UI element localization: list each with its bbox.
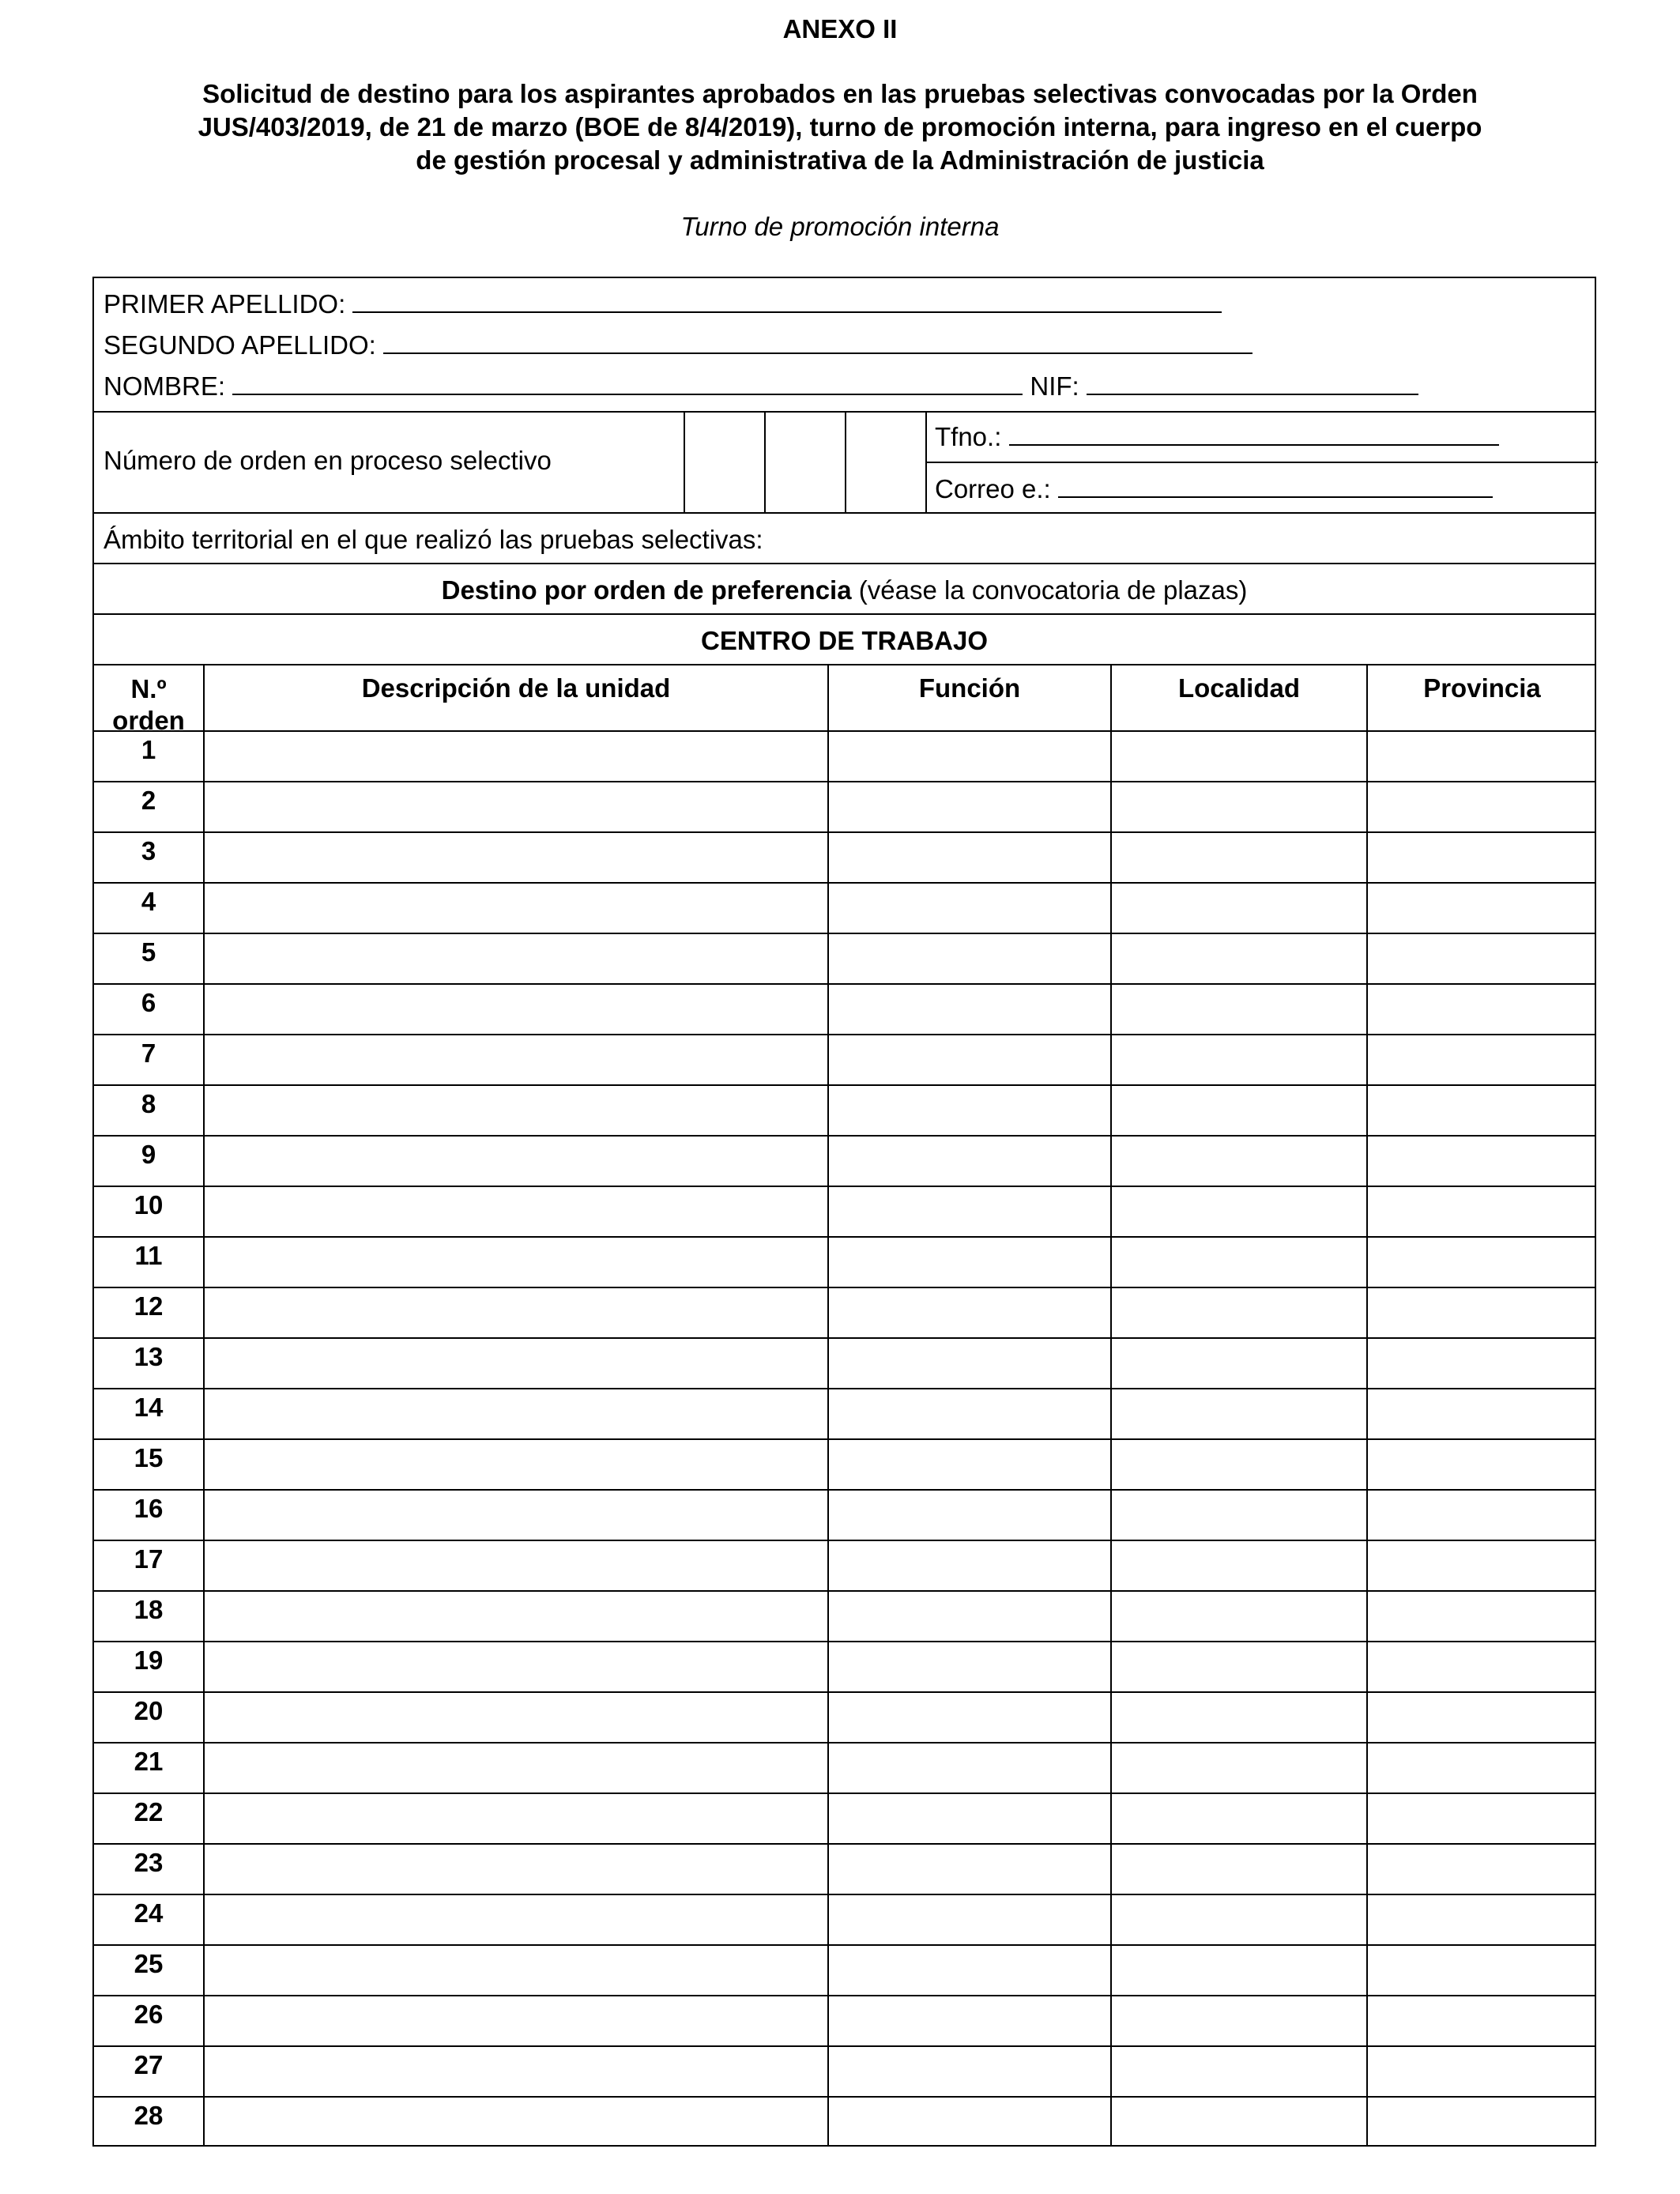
application-form [92,277,1596,2147]
descripcion-cell[interactable] [205,1642,827,1691]
primer-apellido-row [104,288,1222,319]
localidad-cell[interactable] [1112,884,1366,933]
descripcion-cell[interactable] [205,1187,827,1236]
provincia-cell[interactable] [1368,1744,1596,1793]
nif-field[interactable] [1087,370,1418,395]
funcion-cell[interactable] [829,1137,1110,1186]
provincia-cell[interactable] [1368,1592,1596,1641]
localidad-cell[interactable] [1112,2098,1366,2147]
provincia-cell[interactable] [1368,1946,1596,1995]
row-number: 16 [134,1494,164,1523]
localidad-cell[interactable] [1112,1440,1366,1489]
destino-heading-bold: Destino por orden de preferencia [441,575,852,605]
row-number: 15 [134,1443,164,1472]
row-number: 21 [134,1747,164,1776]
row-number: 26 [134,2000,164,2029]
funcion-cell[interactable] [829,782,1110,831]
descripcion-cell[interactable] [205,1744,827,1793]
column-header-localidad: Localidad [1177,673,1301,703]
descripcion-cell[interactable] [205,1288,827,1337]
nif-label: NIF: [1030,371,1079,401]
provincia-cell[interactable] [1368,1845,1596,1894]
descripcion-cell[interactable] [205,1238,827,1287]
provincia-cell[interactable] [1368,2098,1596,2147]
row-number: 4 [141,887,156,916]
localidad-cell[interactable] [1112,732,1366,781]
funcion-cell[interactable] [829,1238,1110,1287]
descripcion-cell[interactable] [205,934,827,983]
provincia-cell[interactable] [1368,1035,1596,1084]
ambito-label: Ámbito territorial en el que realizó las pruebas selectivas: [104,525,763,554]
segundo-apellido-field[interactable] [383,329,1252,354]
row-number: 12 [134,1291,164,1321]
provincia-cell[interactable] [1368,1137,1596,1186]
descripcion-cell[interactable] [205,2098,827,2147]
descripcion-cell[interactable] [205,1693,827,1742]
provincia-cell[interactable] [1368,732,1596,781]
funcion-cell[interactable] [829,1996,1110,2045]
row-number: 24 [134,1898,164,1928]
funcion-cell[interactable] [829,1389,1110,1438]
document-heading [79,77,1601,177]
localidad-cell[interactable] [1112,2047,1366,2096]
localidad-cell[interactable] [1112,1946,1366,1995]
order-digit-box-3[interactable] [846,413,924,511]
funcion-cell[interactable] [829,1693,1110,1742]
funcion-cell[interactable] [829,985,1110,1034]
descripcion-cell[interactable] [205,1440,827,1489]
descripcion-cell[interactable] [205,1946,827,1995]
row-number: 17 [134,1544,164,1574]
order-digit-box-1[interactable] [685,413,763,511]
row-number: 25 [134,1949,164,1978]
provincia-cell[interactable] [1368,1541,1596,1590]
divider [94,512,1595,514]
descripcion-cell[interactable] [205,1541,827,1590]
funcion-cell[interactable] [829,1339,1110,1388]
funcion-cell[interactable] [829,1895,1110,1944]
funcion-cell[interactable] [829,884,1110,933]
provincia-cell[interactable] [1368,1895,1596,1944]
correo-row [935,473,1493,504]
localidad-cell[interactable] [1112,833,1366,882]
descripcion-cell[interactable] [205,1086,827,1135]
descripcion-cell[interactable] [205,833,827,882]
row-number: 23 [134,1848,164,1877]
destino-heading-note: (véase la convocatoria de plazas) [851,575,1248,605]
descripcion-cell[interactable] [205,1491,827,1540]
descripcion-cell[interactable] [205,884,827,933]
order-digit-box-2[interactable] [766,413,843,511]
correo-field[interactable] [1058,473,1493,498]
primer-apellido-field[interactable] [352,288,1222,313]
tfno-field[interactable] [1009,420,1499,446]
row-number: 28 [134,2101,164,2130]
divider [94,664,1595,665]
divider [925,462,1598,463]
provincia-cell[interactable] [1368,934,1596,983]
localidad-cell[interactable] [1112,1389,1366,1438]
localidad-cell[interactable] [1112,1187,1366,1236]
row-number: 10 [134,1190,164,1220]
descripcion-cell[interactable] [205,1035,827,1084]
funcion-cell[interactable] [829,1187,1110,1236]
localidad-cell[interactable] [1112,1693,1366,1742]
row-number: 8 [141,1089,156,1118]
primer-apellido-label: PRIMER APELLIDO: [104,289,346,319]
column-header-funcion: Función [918,673,1021,703]
funcion-cell[interactable] [829,1642,1110,1691]
localidad-cell[interactable] [1112,1895,1366,1944]
descripcion-cell[interactable] [205,1794,827,1843]
segundo-apellido-row [104,329,1252,360]
heading-line-3: de gestión procesal y administrativa de la Administración de justicia [416,145,1264,175]
provincia-cell[interactable] [1368,985,1596,1034]
row-number: 1 [141,735,156,764]
provincia-cell[interactable] [1368,1440,1596,1489]
funcion-cell[interactable] [829,1845,1110,1894]
provincia-cell[interactable] [1368,1491,1596,1540]
tfno-row [935,420,1499,452]
subtitle: Turno de promoción interna [680,212,1000,241]
row-number: 3 [141,836,156,865]
row-number: 7 [141,1039,156,1068]
provincia-cell[interactable] [1368,1996,1596,2045]
localidad-cell[interactable] [1112,1541,1366,1590]
provincia-cell[interactable] [1368,782,1596,831]
localidad-cell[interactable] [1112,1592,1366,1641]
centro-trabajo-heading: CENTRO DE TRABAJO [700,626,989,655]
divider [94,563,1595,564]
funcion-cell[interactable] [829,1744,1110,1793]
funcion-cell[interactable] [829,1541,1110,1590]
localidad-cell[interactable] [1112,1238,1366,1287]
row-number: 19 [134,1646,164,1675]
row-number: 22 [134,1797,164,1826]
row-number: 5 [141,937,156,967]
funcion-cell[interactable] [829,934,1110,983]
provincia-cell[interactable] [1368,1642,1596,1691]
localidad-cell[interactable] [1112,1642,1366,1691]
provincia-cell[interactable] [1368,1238,1596,1287]
provincia-cell[interactable] [1368,1794,1596,1843]
localidad-cell[interactable] [1112,1491,1366,1540]
localidad-cell[interactable] [1112,1137,1366,1186]
provincia-cell[interactable] [1368,1693,1596,1742]
annex-title: ANEXO II [782,14,898,43]
descripcion-cell[interactable] [205,2047,827,2096]
provincia-cell[interactable] [1368,833,1596,882]
funcion-cell[interactable] [829,1794,1110,1843]
nombre-label: NOMBRE: [104,371,226,401]
funcion-cell[interactable] [829,1946,1110,1995]
localidad-cell[interactable] [1112,1845,1366,1894]
localidad-cell[interactable] [1112,1339,1366,1388]
localidad-cell[interactable] [1112,934,1366,983]
provincia-cell[interactable] [1368,884,1596,933]
localidad-cell[interactable] [1112,1288,1366,1337]
descripcion-cell[interactable] [205,1592,827,1641]
funcion-cell[interactable] [829,2047,1110,2096]
funcion-cell[interactable] [829,1592,1110,1641]
funcion-cell[interactable] [829,1086,1110,1135]
funcion-cell[interactable] [829,1491,1110,1540]
descripcion-cell[interactable] [205,1389,827,1438]
funcion-cell[interactable] [829,2098,1110,2147]
row-number: 14 [134,1393,164,1422]
tfno-label: Tfno.: [935,422,1002,451]
numero-orden-label: Número de orden en proceso selectivo [104,446,552,475]
funcion-cell[interactable] [829,1288,1110,1337]
funcion-cell[interactable] [829,1440,1110,1489]
descripcion-cell[interactable] [205,985,827,1034]
localidad-cell[interactable] [1112,1744,1366,1793]
segundo-apellido-label: SEGUNDO APELLIDO: [104,330,376,360]
destino-heading [94,575,1595,605]
localidad-cell[interactable] [1112,1086,1366,1135]
provincia-cell[interactable] [1368,1086,1596,1135]
column-header-descripcion: Descripción de la unidad [361,673,671,703]
row-number: 11 [134,1241,163,1270]
nombre-field[interactable] [232,370,1023,395]
provincia-cell[interactable] [1368,1187,1596,1236]
descripcion-cell[interactable] [205,1137,827,1186]
correo-label: Correo e.: [935,474,1051,503]
funcion-cell[interactable] [829,1035,1110,1084]
descripcion-cell[interactable] [205,1996,827,2045]
row-number: 18 [134,1595,164,1624]
descripcion-cell[interactable] [205,1339,827,1388]
row-number: 2 [141,786,156,815]
provincia-cell[interactable] [1368,2047,1596,2096]
column-header-orden: N.º orden [112,674,185,735]
funcion-cell[interactable] [829,833,1110,882]
funcion-cell[interactable] [829,732,1110,781]
divider [94,613,1595,615]
localidad-cell[interactable] [1112,1035,1366,1084]
provincia-cell[interactable] [1368,1339,1596,1388]
localidad-cell[interactable] [1112,985,1366,1034]
descripcion-cell[interactable] [205,782,827,831]
descripcion-cell[interactable] [205,732,827,781]
localidad-cell[interactable] [1112,782,1366,831]
localidad-cell[interactable] [1112,1996,1366,2045]
row-number: 6 [141,988,156,1017]
provincia-cell[interactable] [1368,1288,1596,1337]
row-number: 13 [134,1342,164,1371]
row-number: 27 [134,2050,164,2079]
nombre-row [104,370,1418,401]
heading-line-1: Solicitud de destino para los aspirantes aprobados en las pruebas selectivas convocadas por la Orden [202,79,1478,108]
row-number: 20 [134,1696,164,1725]
localidad-cell[interactable] [1112,1794,1366,1843]
descripcion-cell[interactable] [205,1895,827,1944]
row-number: 9 [141,1140,156,1169]
heading-line-2: JUS/403/2019, de 21 de marzo (BOE de 8/4/2019), turno de promoción interna, para ingreso en el cuerpo [198,112,1482,141]
column-header-provincia: Provincia [1423,673,1541,703]
provincia-cell[interactable] [1368,1389,1596,1438]
descripcion-cell[interactable] [205,1845,827,1894]
